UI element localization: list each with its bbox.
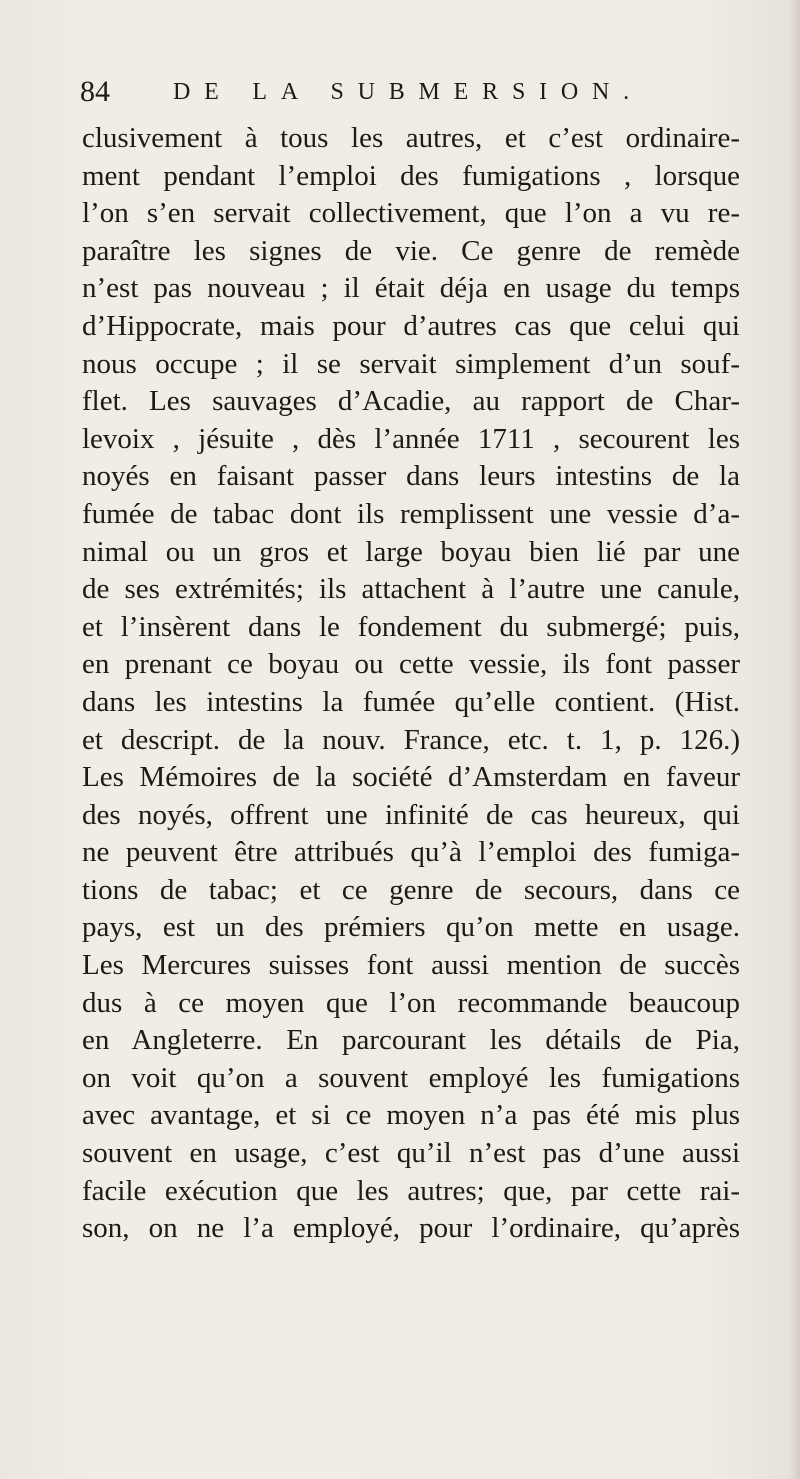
text-line-28: souvent en usage, c’est qu’il n’est pas d’une aussi — [82, 1137, 740, 1170]
text-line-14: et l’insèrent dans le fondement du submergé; puis, — [82, 610, 740, 643]
text-line-7: nous occupe ; il se servait simplement d’un souf- — [82, 347, 740, 380]
text-line-24: dus à ce moyen que l’on recommande beaucoup — [82, 986, 740, 1019]
text-line-21: tions de tabac; et ce genre de secours, dans ce — [82, 873, 740, 906]
text-line-6: d’Hippocrate, mais pour d’autres cas que celui qui — [82, 309, 740, 342]
page-edge-shadow — [790, 0, 800, 1479]
text-line-30: son, on ne l’a employé, pour l’ordinaire, qu’après — [82, 1212, 740, 1245]
text-line-23: Les Mercures suisses font aussi mention de succès — [82, 949, 740, 982]
page-header — [80, 70, 730, 114]
text-line-22: pays, est un des prémiers qu’on mette en usage. — [82, 911, 740, 944]
text-line-18: Les Mémoires de la société d’Amsterdam en faveur — [82, 761, 740, 794]
running-title: DE LA SUBMERSION. — [173, 79, 643, 105]
text-line-17: et descript. de la nouv. France, etc. t. 1, p. 126.) — [82, 723, 740, 756]
text-line-5: n’est pas nouveau ; il était déja en usage du temps — [82, 272, 740, 305]
text-line-26: on voit qu’on a souvent employé les fumigations — [82, 1061, 740, 1094]
text-line-9: levoix , jésuite , dès l’année 1711 , secourent les — [82, 422, 740, 455]
text-line-27: avec avantage, et si ce moyen n’a pas été mis plus — [82, 1099, 740, 1132]
text-line-16: dans les intestins la fumée qu’elle contient. (Hist. — [82, 685, 740, 718]
text-line-1: clusivement à tous les autres, et c’est ordinaire- — [82, 122, 740, 154]
text-line-12: nimal ou un gros et large boyau bien lié par une — [82, 535, 740, 568]
text-line-3: l’on s’en servait collectivement, que l’on a vu re- — [82, 197, 740, 230]
text-line-15: en prenant ce boyau ou cette vessie, ils font passer — [82, 648, 740, 681]
page-number: 84 — [80, 75, 110, 108]
text-line-19: des noyés, offrent une infinité de cas heureux, qui — [82, 798, 740, 831]
text-line-20: ne peuvent être attribués qu’à l’emploi des fumiga- — [82, 836, 740, 869]
text-line-11: fumée de tabac dont ils remplissent une vessie d’a- — [82, 497, 740, 530]
text-line-10: noyés en faisant passer dans leurs intestins de la — [82, 460, 740, 493]
text-line-2: ment pendant l’emploi des fumigations , lorsque — [82, 159, 740, 192]
body-text — [82, 120, 740, 1248]
text-line-25: en Angleterre. En parcourant les détails de Pia, — [82, 1024, 740, 1057]
text-line-13: de ses extrémités; ils attachent à l’autre une canule, — [82, 573, 740, 606]
text-line-29: facile exécution que les autres; que, par cette rai- — [82, 1174, 740, 1207]
text-line-8: flet. Les sauvages d’Acadie, au rapport de Char- — [82, 385, 740, 418]
text-line-4: paraître les signes de vie. Ce genre de remède — [82, 234, 740, 267]
